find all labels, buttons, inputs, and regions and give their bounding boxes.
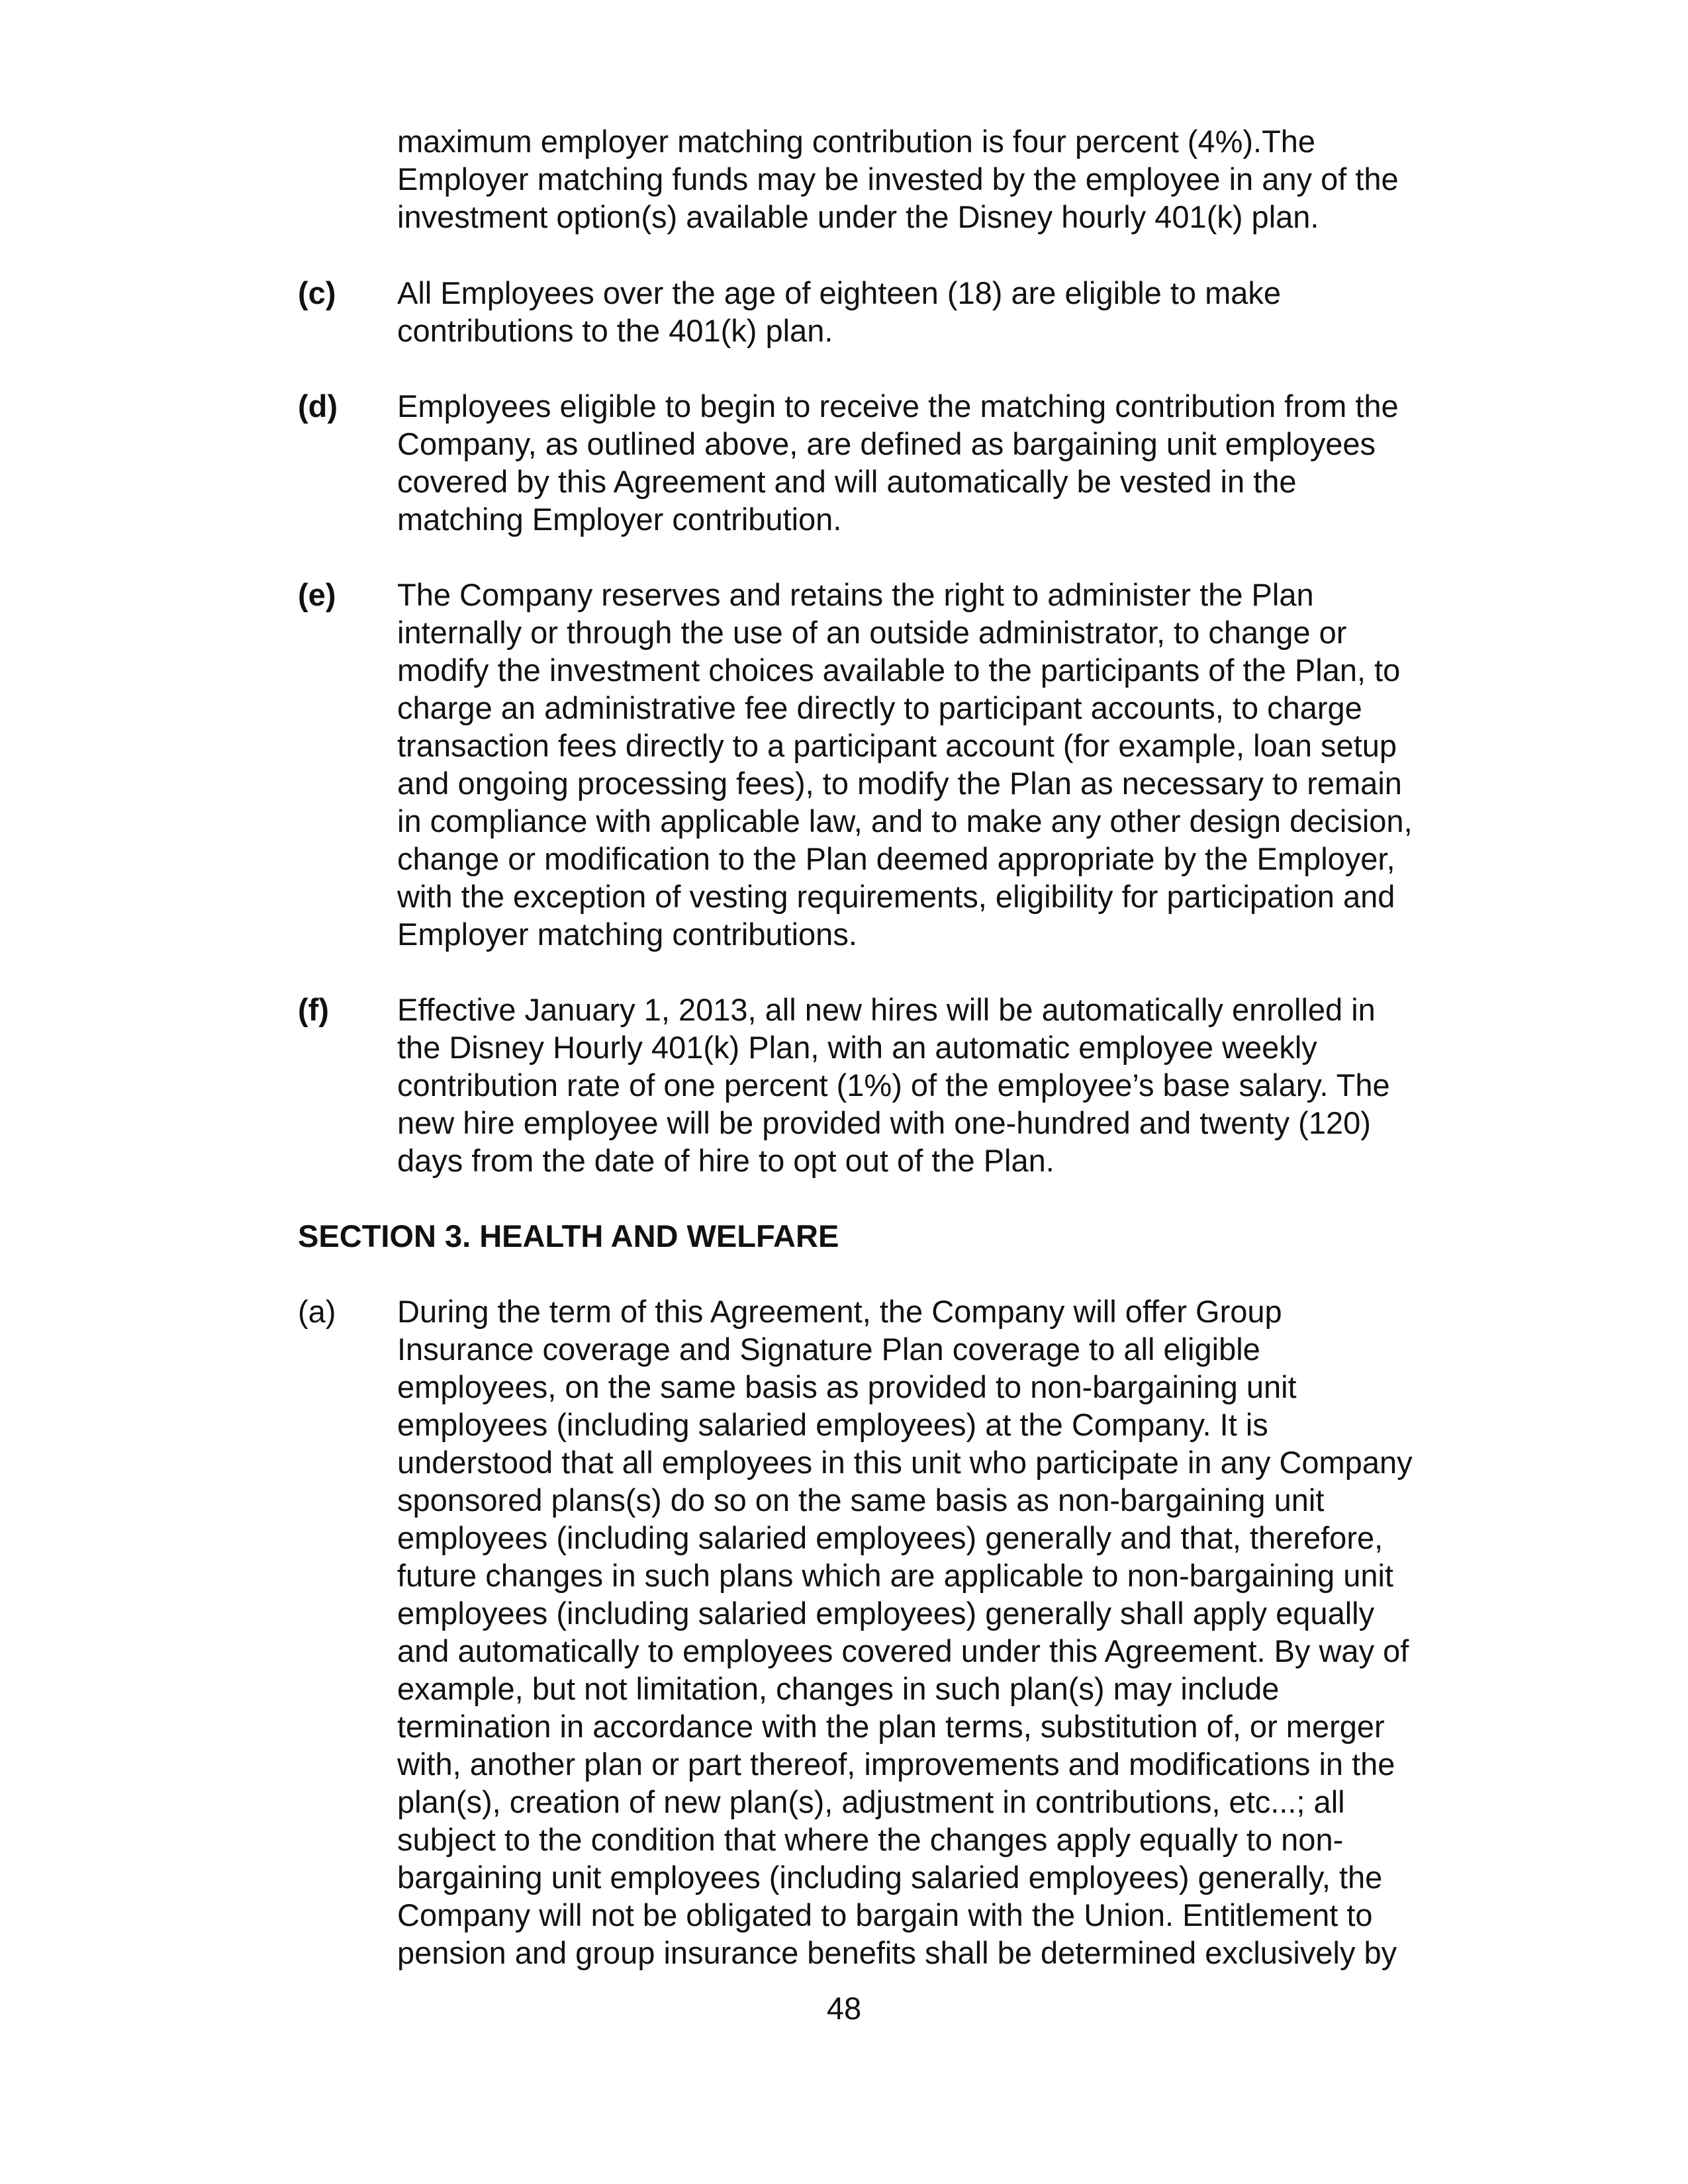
item-e-line-10: Employer matching contributions. <box>397 917 857 952</box>
item-f-line-2: the Disney Hourly 401(k) Plan, with an automatic employee weekly <box>397 1030 1317 1065</box>
section-item-a-line-3: employees, on the same basis as provided to non-bargaining unit <box>397 1369 1297 1404</box>
item-e-marker: (e) <box>298 577 336 612</box>
item-e-line-7: in compliance with applicable law, and to make any other design decision, <box>397 803 1413 839</box>
item-e-line-4: charge an administrative fee directly to participant accounts, to charge <box>397 690 1362 725</box>
section-item-a-line-13: with, another plan or part thereof, improvements and modifications in the <box>397 1747 1395 1782</box>
item-e-line-1: The Company reserves and retains the right to administer the Plan <box>397 577 1314 612</box>
section-item-a-line-2: Insurance coverage and Signature Plan coverage to all eligible <box>397 1332 1260 1367</box>
item-d-marker: (d) <box>298 388 338 424</box>
item-f-line-1: Effective January 1, 2013, all new hires will be automatically enrolled in <box>397 992 1376 1027</box>
section-item-a-line-7: employees (including salaried employees) generally and that, therefore, <box>397 1520 1383 1555</box>
section-item-a-line-15: subject to the condition that where the changes apply equally to non- <box>397 1822 1344 1857</box>
item-c-marker: (c) <box>298 275 336 310</box>
item-d-line-2: Company, as outlined above, are defined as bargaining unit employees <box>397 426 1376 461</box>
continuation-line-2: Employer matching funds may be invested by the employee in any of the <box>397 161 1399 197</box>
item-e-line-3: modify the investment choices available to the participants of the Plan, to <box>397 653 1401 688</box>
item-f-marker: (f) <box>298 992 329 1027</box>
item-e-line-9: with the exception of vesting requirements, eligibility for participation and <box>397 879 1395 914</box>
section-item-a-line-16: bargaining unit employees (including salaried employees) generally, the <box>397 1860 1383 1895</box>
section-item-a-line-4: employees (including salaried employees) at the Company. It is <box>397 1407 1268 1442</box>
page-number: 48 <box>826 1991 862 2026</box>
section-item-a-line-1: During the term of this Agreement, the Company will offer Group <box>397 1294 1282 1329</box>
section-item-a-line-8: future changes in such plans which are applicable to non-bargaining unit <box>397 1558 1393 1593</box>
section-item-a-line-14: plan(s), creation of new plan(s), adjustment in contributions, etc...; all <box>397 1784 1345 1819</box>
item-d-line-1: Employees eligible to begin to receive the matching contribution from the <box>397 388 1399 424</box>
item-e-line-8: change or modification to the Plan deemed appropriate by the Employer, <box>397 841 1395 876</box>
section-item-a-line-12: termination in accordance with the plan terms, substitution of, or merger <box>397 1709 1385 1744</box>
item-d-line-4: matching Employer contribution. <box>397 502 842 537</box>
item-f-line-3: contribution rate of one percent (1%) of the employee’s base salary. The <box>397 1068 1390 1103</box>
item-c-line-1: All Employees over the age of eighteen (18) are eligible to make <box>397 275 1282 310</box>
section-item-a-line-6: sponsored plans(s) do so on the same basis as non-bargaining unit <box>397 1482 1325 1518</box>
section-item-a-marker: (a) <box>298 1294 336 1329</box>
item-e-line-2: internally or through the use of an outside administrator, to change or <box>397 615 1347 650</box>
item-e-line-6: and ongoing processing fees), to modify the Plan as necessary to remain <box>397 766 1402 801</box>
section-item-a-line-9: employees (including salaried employees) generally shall apply equally <box>397 1596 1375 1631</box>
item-f-line-5: days from the date of hire to opt out of the Plan. <box>397 1143 1055 1178</box>
item-d-line-3: covered by this Agreement and will automatically be vested in the <box>397 464 1297 499</box>
section-heading: SECTION 3. HEALTH AND WELFARE <box>298 1218 839 1253</box>
continuation-line-1: maximum employer matching contribution is four percent (4%).The <box>397 124 1316 159</box>
section-item-a-line-18: pension and group insurance benefits shall be determined exclusively by <box>397 1935 1397 1970</box>
section-item-a-line-11: example, but not limitation, changes in such plan(s) may include <box>397 1671 1280 1706</box>
section-item-a-line-5: understood that all employees in this unit who participate in any Company <box>397 1445 1413 1480</box>
section-item-a-line-17: Company will not be obligated to bargain with the Union. Entitlement to <box>397 1897 1373 1933</box>
item-f-line-4: new hire employee will be provided with one-hundred and twenty (120) <box>397 1105 1371 1140</box>
item-c-line-2: contributions to the 401(k) plan. <box>397 313 833 348</box>
item-e-line-5: transaction fees directly to a participant account (for example, loan setup <box>397 728 1397 763</box>
section-item-a-line-10: and automatically to employees covered under this Agreement. By way of <box>397 1633 1409 1668</box>
continuation-line-3: investment option(s) available under the Disney hourly 401(k) plan. <box>397 199 1319 234</box>
